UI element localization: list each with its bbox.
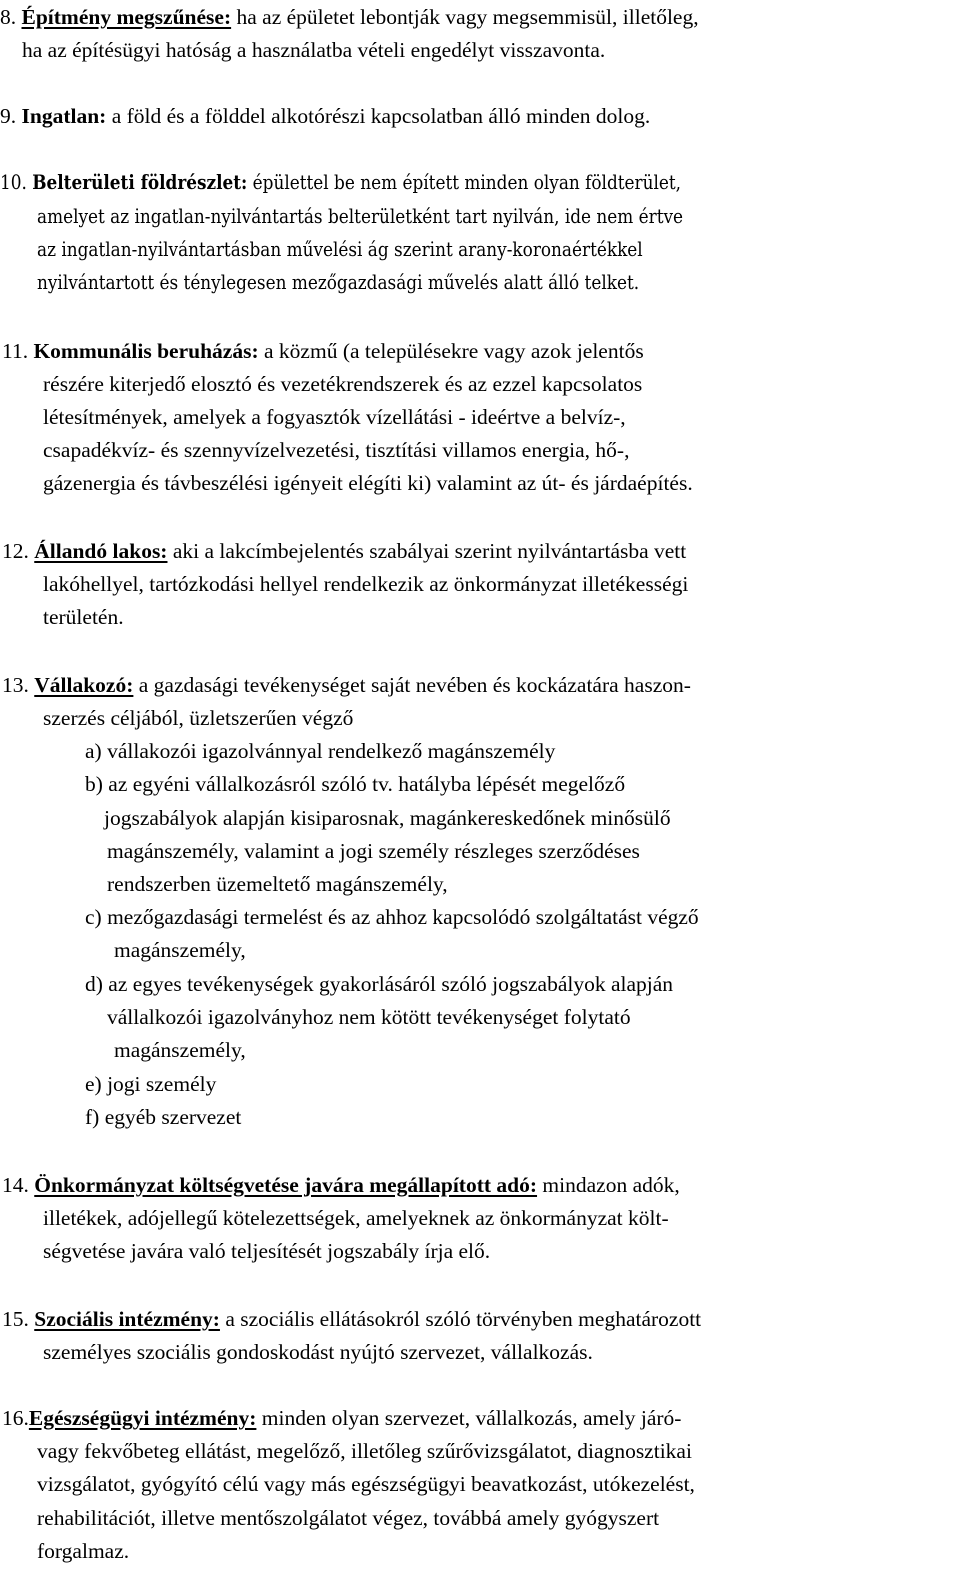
item-16-line-1: [2, 1405, 681, 1431]
item-10-line-1: [0, 170, 681, 196]
item-12-line-1: [2, 538, 686, 564]
item-14-line-3: ségvetése javára való teljesítését jogszabály írja elő.: [43, 1239, 491, 1263]
item-term: Egészségügyi intézmény:: [28, 1406, 257, 1430]
item-13-line-2: szerzés céljából, üzletszerűen végző: [43, 706, 354, 730]
item-term: Állandó lakos:: [34, 539, 168, 563]
item-13-sub-a: a) vállakozói igazolvánnyal rendelkező magánszemély: [85, 739, 556, 763]
item-11-line-4: csapadékvíz- és szennyvízelvezetési, tisztítási villamos energia, hő-,: [43, 438, 630, 462]
item-16-line-5: forgalmaz.: [37, 1539, 130, 1563]
item-10-line-4: nyilvántartott és ténylegesen mezőgazdasági művelés alatt álló telket.: [37, 271, 640, 294]
item-number: 11.: [2, 339, 29, 363]
item-term: Belterületi földrészlet:: [32, 171, 248, 194]
item-8-line-1: [0, 4, 699, 30]
item-text: a föld és a földdel alkotórészi kapcsolatban álló minden dolog.: [106, 104, 651, 128]
item-9-line-1: [0, 103, 650, 129]
item-10-line-2: amelyet az ingatlan-nyilvántartás belterületként tart nyilván, ide nem értve: [37, 205, 684, 228]
item-number: 9.: [0, 104, 17, 128]
item-12-line-2: lakóhellyel, tartózkodási hellyel rendelkezik az önkormányzat illetékességi: [43, 572, 689, 596]
item-number: 16.: [2, 1406, 29, 1430]
item-number: 8.: [0, 5, 17, 29]
item-13-sub-b-4: rendszerben üzemeltető magánszemély,: [107, 872, 448, 896]
item-13-sub-c-2: magánszemély,: [114, 938, 246, 962]
item-16-line-3: vizsgálatot, gyógyító célú vagy más egészségügyi beavatkozást, utókezelést,: [37, 1472, 695, 1496]
item-11-line-3: létesítmények, amelyek a fogyasztók vízellátási - ideértve a belvíz-,: [43, 405, 626, 429]
item-8-line-2: ha az építésügyi hatóság a használatba vételi engedélyt visszavonta.: [22, 38, 606, 62]
item-term: Ingatlan:: [21, 104, 107, 128]
item-number: 14.: [2, 1173, 29, 1197]
item-11-line-1: [2, 338, 644, 364]
item-16-line-4: rehabilitációt, illetve mentőszolgálatot végez, továbbá amely gyógyszert: [37, 1506, 660, 1530]
item-text: a gazdasági tevékenységet saját nevében és kockázatára haszon-: [133, 673, 691, 697]
item-13-sub-f: f) egyéb szervezet: [85, 1105, 242, 1129]
item-13-line-1: [2, 672, 691, 698]
item-13-sub-e: e) jogi személy: [85, 1072, 217, 1096]
item-term: Kommunális beruházás:: [33, 339, 259, 363]
item-term: Építmény megszűnése:: [21, 5, 232, 29]
item-number: 13.: [2, 673, 29, 697]
item-12-line-3: területén.: [43, 605, 124, 629]
item-term: Szociális intézmény:: [34, 1307, 220, 1331]
item-number: 12.: [2, 539, 29, 563]
item-15-line-2: személyes szociális gondoskodást nyújtó szervezet, vállalkozás.: [43, 1340, 593, 1364]
item-14-line-1: [2, 1172, 680, 1198]
item-16-line-2: vagy fekvőbeteg ellátást, megelőző, illetőleg szűrővizsgálatot, diagnosztikai: [37, 1439, 692, 1463]
item-13-sub-d-3: magánszemély,: [114, 1038, 246, 1062]
item-13-sub-b-3: magánszemély, valamint a jogi személy részleges szerződéses: [107, 839, 640, 863]
item-term: Önkormányzat költségvetése javára megállapított adó:: [34, 1173, 538, 1197]
item-number: 15.: [2, 1307, 29, 1331]
item-10-line-3: az ingatlan-nyilvántartásban művelési ág szerint arany-koronaértékkel: [37, 238, 643, 261]
item-13-sub-b-1: b) az egyéni vállalkozásról szóló tv. hatályba lépését megelőző: [85, 772, 626, 796]
item-text: épülettel be nem épített minden olyan földterület,: [247, 171, 682, 194]
item-text: a szociális ellátásokról szóló törvényben meghatározott: [219, 1307, 702, 1331]
item-text: minden olyan szervezet, vállalkozás, amely járó-: [256, 1406, 682, 1430]
item-13-sub-d-2: vállalkozói igazolványhoz nem kötött tevékenységet folytató: [107, 1005, 631, 1029]
item-11-line-5: gázenergia és távbeszélési igényeit elégíti ki) valamint az út- és járdaépítés.: [43, 471, 693, 495]
item-term: Vállakozó:: [34, 673, 134, 697]
item-text: aki a lakcímbejelentés szabályai szerint nyilvántartásba vett: [167, 539, 687, 563]
item-text: mindazon adók,: [537, 1173, 680, 1197]
item-number: 10.: [0, 171, 27, 194]
item-13-sub-b-2: jogszabályok alapján kisiparosnak, magánkereskedőnek minősülő: [104, 806, 671, 830]
item-text: ha az épületet lebontják vagy megsemmisül, illetőleg,: [231, 5, 699, 29]
item-text: a közmű (a településekre vagy azok jelentős: [258, 339, 644, 363]
item-11-line-2: részére kiterjedő elosztó és vezetékrendszerek és az ezzel kapcsolatos: [43, 372, 643, 396]
item-13-sub-c-1: c) mezőgazdasági termelést és az ahhoz kapcsolódó szolgáltatást végző: [85, 905, 699, 929]
item-13-sub-d-1: d) az egyes tevékenységek gyakorlásáról szóló jogszabályok alapján: [85, 972, 674, 996]
item-14-line-2: illetékek, adójellegű kötelezettségek, amelyeknek az önkormányzat költ-: [43, 1206, 669, 1230]
item-15-line-1: [2, 1306, 701, 1332]
